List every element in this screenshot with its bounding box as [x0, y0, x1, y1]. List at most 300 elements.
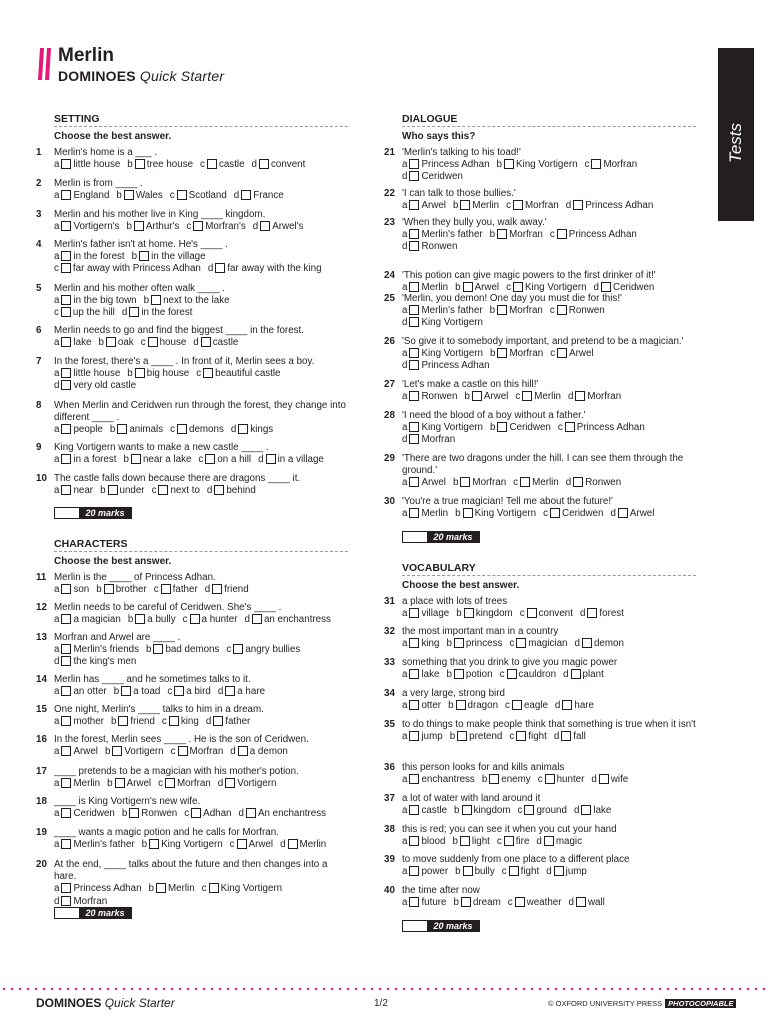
- answer-option-d[interactable]: [54, 896, 107, 908]
- answer-checkbox[interactable]: [61, 644, 71, 654]
- answer-option-a[interactable]: [54, 584, 89, 596]
- answer-checkbox[interactable]: [409, 669, 419, 679]
- answer-option-a[interactable]: [54, 614, 121, 626]
- answer-checkbox[interactable]: [557, 305, 567, 315]
- answer-checkbox[interactable]: [409, 159, 419, 169]
- answer-option-d[interactable]: [580, 608, 624, 620]
- answer-checkbox[interactable]: [409, 700, 419, 710]
- answer-checkbox[interactable]: [61, 263, 71, 273]
- answer-option-b[interactable]: [497, 159, 578, 171]
- answer-checkbox[interactable]: [409, 774, 419, 784]
- answer-checkbox[interactable]: [61, 307, 71, 317]
- answer-checkbox[interactable]: [158, 485, 168, 495]
- answer-option-a[interactable]: [402, 774, 475, 786]
- answer-option-b[interactable]: [490, 422, 551, 434]
- answer-option-c[interactable]: [550, 305, 605, 317]
- answer-option-c[interactable]: [585, 159, 638, 171]
- answer-checkbox[interactable]: [177, 424, 187, 434]
- answer-checkbox[interactable]: [409, 805, 419, 815]
- answer-checkbox[interactable]: [409, 200, 419, 210]
- answer-option-b[interactable]: [111, 716, 155, 728]
- answer-option-a[interactable]: [402, 508, 448, 520]
- answer-checkbox[interactable]: [106, 337, 116, 347]
- answer-option-c[interactable]: [196, 368, 280, 380]
- answer-checkbox[interactable]: [191, 808, 201, 818]
- answer-checkbox[interactable]: [134, 221, 144, 231]
- answer-checkbox[interactable]: [571, 669, 581, 679]
- answer-checkbox[interactable]: [462, 805, 472, 815]
- answer-checkbox[interactable]: [409, 638, 419, 648]
- answer-option-c[interactable]: [200, 159, 245, 171]
- answer-option-c[interactable]: [543, 508, 603, 520]
- answer-checkbox[interactable]: [246, 808, 256, 818]
- answer-option-b[interactable]: [127, 368, 189, 380]
- answer-checkbox[interactable]: [522, 391, 532, 401]
- answer-checkbox[interactable]: [178, 746, 188, 756]
- answer-checkbox[interactable]: [151, 295, 161, 305]
- answer-option-d[interactable]: [402, 171, 463, 183]
- answer-checkbox[interactable]: [213, 716, 223, 726]
- answer-option-d[interactable]: [253, 221, 304, 233]
- answer-checkbox[interactable]: [497, 348, 507, 358]
- answer-option-b[interactable]: [446, 638, 502, 650]
- answer-option-b[interactable]: [452, 836, 489, 848]
- answer-option-c[interactable]: [558, 422, 645, 434]
- marks-score-field[interactable]: [403, 921, 427, 931]
- answer-checkbox[interactable]: [591, 159, 601, 169]
- answer-option-c[interactable]: [518, 805, 567, 817]
- answer-checkbox[interactable]: [545, 774, 555, 784]
- answer-checkbox[interactable]: [225, 778, 235, 788]
- answer-option-d[interactable]: [231, 424, 273, 436]
- answer-option-b[interactable]: [144, 295, 230, 307]
- answer-option-d[interactable]: [402, 317, 483, 329]
- answer-checkbox[interactable]: [288, 839, 298, 849]
- answer-checkbox[interactable]: [409, 317, 419, 327]
- answer-checkbox[interactable]: [135, 368, 145, 378]
- answer-checkbox[interactable]: [135, 159, 145, 169]
- answer-checkbox[interactable]: [153, 644, 163, 654]
- answer-checkbox[interactable]: [554, 866, 564, 876]
- answer-checkbox[interactable]: [576, 897, 586, 907]
- answer-option-b[interactable]: [490, 305, 543, 317]
- answer-option-d[interactable]: [536, 836, 582, 848]
- answer-checkbox[interactable]: [409, 434, 419, 444]
- answer-option-b[interactable]: [122, 808, 177, 820]
- answer-checkbox[interactable]: [504, 159, 514, 169]
- answer-option-a[interactable]: [54, 644, 139, 656]
- answer-checkbox[interactable]: [489, 774, 499, 784]
- answer-option-c[interactable]: [508, 897, 562, 909]
- answer-checkbox[interactable]: [599, 774, 609, 784]
- answer-checkbox[interactable]: [550, 508, 560, 518]
- answer-option-a[interactable]: [402, 700, 441, 712]
- answer-option-d[interactable]: [54, 380, 136, 392]
- answer-checkbox[interactable]: [515, 897, 525, 907]
- answer-option-a[interactable]: [402, 866, 448, 878]
- answer-option-d[interactable]: [568, 391, 621, 403]
- answer-option-d[interactable]: [555, 700, 594, 712]
- answer-checkbox[interactable]: [497, 305, 507, 315]
- answer-option-c[interactable]: [513, 477, 559, 489]
- answer-option-c[interactable]: [226, 644, 300, 656]
- answer-option-c[interactable]: [505, 700, 548, 712]
- answer-checkbox[interactable]: [149, 839, 159, 849]
- answer-checkbox[interactable]: [237, 839, 247, 849]
- answer-option-b[interactable]: [482, 774, 531, 786]
- answer-option-c[interactable]: [506, 200, 559, 212]
- answer-option-a[interactable]: [54, 746, 98, 758]
- answer-option-a[interactable]: [402, 348, 483, 360]
- answer-checkbox[interactable]: [115, 778, 125, 788]
- answer-checkbox[interactable]: [461, 897, 471, 907]
- answer-checkbox[interactable]: [174, 686, 184, 696]
- answer-option-a[interactable]: [402, 731, 443, 743]
- answer-checkbox[interactable]: [61, 190, 71, 200]
- answer-checkbox[interactable]: [513, 200, 523, 210]
- answer-option-b[interactable]: [149, 883, 195, 895]
- answer-checkbox[interactable]: [456, 700, 466, 710]
- answer-option-d[interactable]: [610, 508, 654, 520]
- answer-option-a[interactable]: [402, 836, 445, 848]
- answer-checkbox[interactable]: [201, 337, 211, 347]
- answer-option-c[interactable]: [158, 778, 211, 790]
- answer-option-b[interactable]: [100, 485, 145, 497]
- answer-option-a[interactable]: [54, 221, 119, 233]
- answer-option-d[interactable]: [252, 159, 306, 171]
- answer-checkbox[interactable]: [61, 424, 71, 434]
- answer-option-d[interactable]: [206, 716, 251, 728]
- answer-option-d[interactable]: [244, 614, 330, 626]
- answer-option-b[interactable]: [116, 190, 162, 202]
- answer-option-a[interactable]: [54, 686, 107, 698]
- answer-option-a[interactable]: [402, 897, 447, 909]
- answer-checkbox[interactable]: [177, 190, 187, 200]
- answer-option-d[interactable]: [230, 746, 288, 758]
- answer-checkbox[interactable]: [557, 229, 567, 239]
- answer-checkbox[interactable]: [409, 305, 419, 315]
- answer-checkbox[interactable]: [512, 700, 522, 710]
- answer-option-c[interactable]: [167, 686, 210, 698]
- answer-checkbox[interactable]: [104, 584, 114, 594]
- answer-option-d[interactable]: [208, 263, 322, 275]
- answer-checkbox[interactable]: [524, 805, 534, 815]
- answer-option-c[interactable]: [198, 454, 251, 466]
- answer-option-c[interactable]: [509, 638, 567, 650]
- answer-option-b[interactable]: [126, 221, 179, 233]
- answer-option-b[interactable]: [114, 686, 161, 698]
- answer-option-a[interactable]: [402, 305, 483, 317]
- answer-checkbox[interactable]: [618, 508, 628, 518]
- marks-score-field[interactable]: [403, 532, 427, 542]
- answer-checkbox[interactable]: [129, 808, 139, 818]
- answer-option-a[interactable]: [54, 159, 120, 171]
- answer-checkbox[interactable]: [61, 808, 71, 818]
- answer-checkbox[interactable]: [544, 836, 554, 846]
- answer-option-a[interactable]: [54, 716, 104, 728]
- answer-option-a[interactable]: [402, 200, 446, 212]
- answer-checkbox[interactable]: [61, 778, 71, 788]
- answer-option-d[interactable]: [563, 669, 604, 681]
- marks-score-field[interactable]: [55, 508, 79, 518]
- answer-checkbox[interactable]: [409, 836, 419, 846]
- answer-checkbox[interactable]: [409, 897, 419, 907]
- answer-option-c[interactable]: [550, 348, 593, 360]
- answer-checkbox[interactable]: [169, 716, 179, 726]
- answer-checkbox[interactable]: [509, 866, 519, 876]
- answer-option-b[interactable]: [456, 608, 512, 620]
- answer-option-b[interactable]: [123, 454, 191, 466]
- answer-option-a[interactable]: [54, 295, 137, 307]
- answer-checkbox[interactable]: [61, 896, 71, 906]
- answer-checkbox[interactable]: [61, 159, 71, 169]
- answer-option-a[interactable]: [402, 159, 490, 171]
- answer-checkbox[interactable]: [260, 221, 270, 231]
- answer-checkbox[interactable]: [557, 348, 567, 358]
- answer-option-b[interactable]: [448, 700, 498, 712]
- answer-checkbox[interactable]: [118, 716, 128, 726]
- answer-option-b[interactable]: [146, 644, 219, 656]
- answer-checkbox[interactable]: [61, 686, 71, 696]
- answer-option-c[interactable]: [497, 836, 530, 848]
- answer-option-d[interactable]: [54, 656, 136, 668]
- answer-option-d[interactable]: [575, 638, 624, 650]
- answer-checkbox[interactable]: [565, 422, 575, 432]
- answer-option-a[interactable]: [54, 190, 109, 202]
- answer-checkbox[interactable]: [497, 229, 507, 239]
- answer-option-b[interactable]: [127, 159, 193, 171]
- answer-option-d[interactable]: [569, 897, 605, 909]
- answer-checkbox[interactable]: [215, 263, 225, 273]
- answer-option-d[interactable]: [566, 477, 621, 489]
- answer-option-d[interactable]: [234, 190, 284, 202]
- answer-option-a[interactable]: [402, 669, 439, 681]
- answer-checkbox[interactable]: [108, 485, 118, 495]
- answer-checkbox[interactable]: [61, 746, 71, 756]
- answer-checkbox[interactable]: [61, 454, 71, 464]
- answer-option-c[interactable]: [230, 839, 273, 851]
- answer-option-a[interactable]: [54, 883, 142, 895]
- answer-option-d[interactable]: [402, 360, 490, 372]
- answer-checkbox[interactable]: [504, 836, 514, 846]
- answer-checkbox[interactable]: [575, 391, 585, 401]
- answer-checkbox[interactable]: [238, 424, 248, 434]
- answer-option-c[interactable]: [202, 883, 282, 895]
- answer-checkbox[interactable]: [266, 454, 276, 464]
- answer-checkbox[interactable]: [139, 251, 149, 261]
- answer-option-c[interactable]: [54, 263, 201, 275]
- answer-option-d[interactable]: [574, 805, 611, 817]
- answer-checkbox[interactable]: [61, 221, 71, 231]
- answer-option-c[interactable]: [550, 229, 637, 241]
- answer-checkbox[interactable]: [61, 251, 71, 261]
- answer-option-d[interactable]: [207, 485, 256, 497]
- answer-checkbox[interactable]: [129, 307, 139, 317]
- answer-checkbox[interactable]: [460, 836, 470, 846]
- answer-option-c[interactable]: [538, 774, 585, 786]
- answer-option-c[interactable]: [54, 307, 115, 319]
- answer-checkbox[interactable]: [193, 221, 203, 231]
- answer-option-a[interactable]: [54, 251, 125, 263]
- answer-option-a[interactable]: [54, 778, 100, 790]
- answer-option-c[interactable]: [502, 866, 539, 878]
- answer-checkbox[interactable]: [454, 638, 464, 648]
- answer-checkbox[interactable]: [562, 700, 572, 710]
- answer-checkbox[interactable]: [112, 746, 122, 756]
- answer-option-a[interactable]: [402, 391, 457, 403]
- answer-option-a[interactable]: [54, 808, 115, 820]
- answer-checkbox[interactable]: [409, 241, 419, 251]
- answer-checkbox[interactable]: [582, 638, 592, 648]
- answer-option-d[interactable]: [239, 808, 327, 820]
- answer-option-a[interactable]: [402, 805, 447, 817]
- answer-checkbox[interactable]: [135, 614, 145, 624]
- answer-option-a[interactable]: [402, 229, 483, 241]
- answer-checkbox[interactable]: [497, 422, 507, 432]
- answer-checkbox[interactable]: [233, 644, 243, 654]
- answer-checkbox[interactable]: [463, 282, 473, 292]
- answer-checkbox[interactable]: [472, 391, 482, 401]
- answer-checkbox[interactable]: [409, 731, 419, 741]
- answer-option-b[interactable]: [464, 391, 508, 403]
- answer-checkbox[interactable]: [409, 866, 419, 876]
- answer-checkbox[interactable]: [121, 686, 131, 696]
- answer-option-b[interactable]: [455, 508, 536, 520]
- answer-checkbox[interactable]: [61, 584, 71, 594]
- answer-option-b[interactable]: [454, 805, 510, 817]
- answer-checkbox[interactable]: [259, 159, 269, 169]
- answer-option-d[interactable]: [218, 686, 265, 698]
- answer-option-b[interactable]: [490, 348, 543, 360]
- answer-option-d[interactable]: [402, 241, 457, 253]
- answer-checkbox[interactable]: [156, 883, 166, 893]
- answer-option-c[interactable]: [171, 746, 224, 758]
- answer-checkbox[interactable]: [513, 282, 523, 292]
- answer-option-b[interactable]: [110, 424, 163, 436]
- answer-checkbox[interactable]: [190, 614, 200, 624]
- answer-option-c[interactable]: [500, 669, 557, 681]
- answer-option-c[interactable]: [152, 485, 200, 497]
- answer-checkbox[interactable]: [573, 200, 583, 210]
- answer-option-d[interactable]: [258, 454, 324, 466]
- answer-option-a[interactable]: [54, 424, 103, 436]
- answer-checkbox[interactable]: [165, 778, 175, 788]
- answer-checkbox[interactable]: [61, 839, 71, 849]
- answer-option-d[interactable]: [554, 731, 586, 743]
- answer-option-c[interactable]: [184, 808, 231, 820]
- answer-option-b[interactable]: [105, 746, 164, 758]
- answer-option-b[interactable]: [107, 778, 151, 790]
- answer-checkbox[interactable]: [203, 368, 213, 378]
- answer-option-c[interactable]: [141, 337, 187, 349]
- answer-checkbox[interactable]: [61, 368, 71, 378]
- answer-checkbox[interactable]: [61, 337, 71, 347]
- answer-checkbox[interactable]: [61, 614, 71, 624]
- answer-checkbox[interactable]: [516, 638, 526, 648]
- answer-checkbox[interactable]: [225, 686, 235, 696]
- answer-checkbox[interactable]: [409, 508, 419, 518]
- answer-checkbox[interactable]: [124, 190, 134, 200]
- answer-option-b[interactable]: [453, 200, 499, 212]
- marks-score-field[interactable]: [55, 908, 79, 918]
- answer-checkbox[interactable]: [61, 380, 71, 390]
- answer-option-b[interactable]: [450, 731, 503, 743]
- answer-checkbox[interactable]: [61, 716, 71, 726]
- answer-checkbox[interactable]: [409, 282, 419, 292]
- answer-checkbox[interactable]: [520, 477, 530, 487]
- answer-checkbox[interactable]: [516, 731, 526, 741]
- answer-option-b[interactable]: [96, 584, 147, 596]
- answer-option-b[interactable]: [455, 866, 495, 878]
- answer-checkbox[interactable]: [61, 485, 71, 495]
- answer-checkbox[interactable]: [409, 348, 419, 358]
- answer-option-c[interactable]: [520, 608, 573, 620]
- answer-checkbox[interactable]: [61, 295, 71, 305]
- answer-option-c[interactable]: [170, 190, 227, 202]
- answer-option-c[interactable]: [162, 716, 199, 728]
- answer-option-d[interactable]: [546, 866, 587, 878]
- answer-checkbox[interactable]: [464, 608, 474, 618]
- answer-option-c[interactable]: [186, 221, 245, 233]
- answer-checkbox[interactable]: [507, 669, 517, 679]
- answer-checkbox[interactable]: [454, 669, 464, 679]
- answer-option-d[interactable]: [402, 434, 455, 446]
- answer-option-b[interactable]: [446, 669, 492, 681]
- answer-checkbox[interactable]: [209, 883, 219, 893]
- answer-option-d[interactable]: [566, 200, 654, 212]
- answer-option-c[interactable]: [154, 584, 198, 596]
- answer-option-a[interactable]: [54, 454, 116, 466]
- answer-checkbox[interactable]: [205, 454, 215, 464]
- answer-option-c[interactable]: [183, 614, 238, 626]
- answer-option-c[interactable]: [509, 731, 546, 743]
- answer-option-b[interactable]: [453, 477, 506, 489]
- answer-checkbox[interactable]: [238, 746, 248, 756]
- answer-checkbox[interactable]: [61, 883, 71, 893]
- answer-checkbox[interactable]: [409, 360, 419, 370]
- answer-checkbox[interactable]: [527, 608, 537, 618]
- answer-checkbox[interactable]: [61, 656, 71, 666]
- answer-checkbox[interactable]: [573, 477, 583, 487]
- answer-checkbox[interactable]: [463, 508, 473, 518]
- answer-option-d[interactable]: [218, 778, 277, 790]
- answer-checkbox[interactable]: [409, 171, 419, 181]
- answer-option-b[interactable]: [128, 614, 176, 626]
- answer-option-a[interactable]: [402, 608, 449, 620]
- answer-checkbox[interactable]: [161, 584, 171, 594]
- answer-option-c[interactable]: [170, 424, 224, 436]
- answer-checkbox[interactable]: [252, 614, 262, 624]
- answer-checkbox[interactable]: [131, 454, 141, 464]
- answer-checkbox[interactable]: [601, 282, 611, 292]
- answer-checkbox[interactable]: [409, 608, 419, 618]
- answer-option-a[interactable]: [402, 638, 439, 650]
- answer-checkbox[interactable]: [409, 477, 419, 487]
- answer-checkbox[interactable]: [561, 731, 571, 741]
- answer-checkbox[interactable]: [463, 866, 473, 876]
- answer-option-a[interactable]: [54, 485, 93, 497]
- answer-checkbox[interactable]: [587, 608, 597, 618]
- answer-checkbox[interactable]: [207, 159, 217, 169]
- answer-checkbox[interactable]: [581, 805, 591, 815]
- answer-option-d[interactable]: [193, 337, 238, 349]
- answer-checkbox[interactable]: [460, 200, 470, 210]
- answer-option-d[interactable]: [591, 774, 628, 786]
- answer-checkbox[interactable]: [148, 337, 158, 347]
- answer-checkbox[interactable]: [457, 731, 467, 741]
- answer-option-b[interactable]: [454, 897, 501, 909]
- answer-option-a[interactable]: [54, 839, 135, 851]
